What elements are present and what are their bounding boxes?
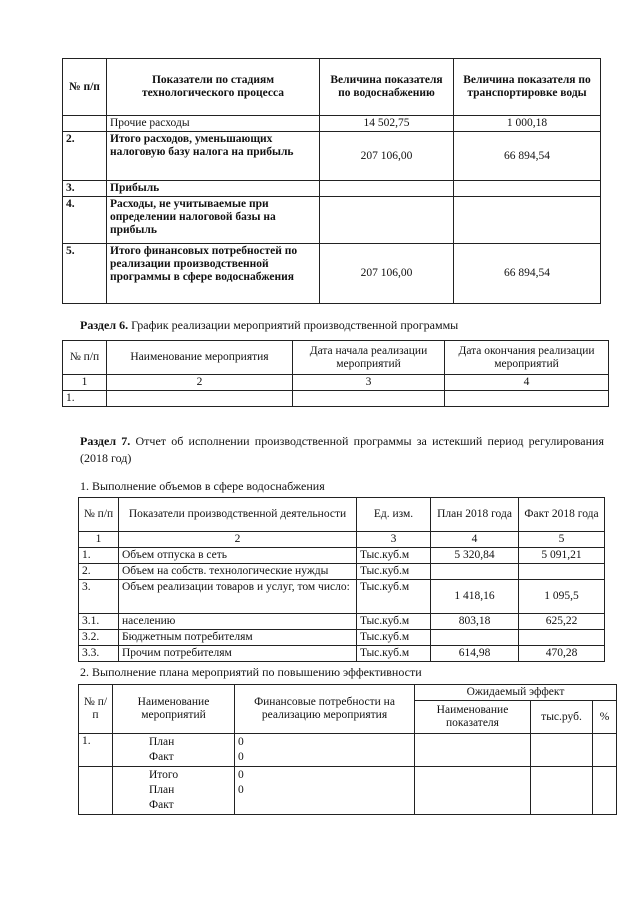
row-unit: Тыс.куб.м (357, 646, 431, 662)
subsection1-title: 1. Выполнение объемов в сфере водоснабжения (80, 479, 325, 493)
value-fact: 0 (238, 751, 244, 763)
row-num: 3.3. (79, 646, 119, 662)
row-fact: 5 091,21 (519, 548, 605, 564)
table-row (79, 630, 605, 646)
row-effect-name (415, 767, 531, 815)
row-values (235, 734, 415, 767)
value-plan: 0 (238, 736, 244, 748)
index-cell: 1 (79, 532, 119, 548)
row-num: 2. (63, 132, 107, 181)
row-start (293, 391, 445, 407)
row-unit: Тыс.куб.м (357, 548, 431, 564)
row-name (107, 391, 293, 407)
row-values (235, 767, 415, 815)
row-label: Итого финансовых потребностей по реализации производственной программы в сфере водоснабжения (107, 244, 320, 304)
row-label: Прочим потребителям (119, 646, 357, 662)
row-unit: Тыс.куб.м (357, 630, 431, 646)
table-row (79, 548, 605, 564)
row-fact: 470,28 (519, 646, 605, 662)
section7-prefix: Раздел 7. (80, 434, 131, 448)
row-label: Бюджетным потребителям (119, 630, 357, 646)
label-total: Итого (149, 769, 179, 781)
row-fact: 1 095,5 (519, 580, 605, 614)
table-row (63, 132, 601, 181)
row-plan: 5 320,84 (431, 548, 519, 564)
row-fact: 625,22 (519, 614, 605, 630)
index-cell: 4 (431, 532, 519, 548)
row-unit: Тыс.куб.м (357, 580, 431, 614)
section7-heading (80, 433, 604, 467)
header-pct: % (593, 701, 617, 734)
value-total: 0 (238, 769, 244, 781)
table-row (79, 614, 605, 630)
row-fact (519, 630, 605, 646)
row-transport: 66 894,54 (454, 244, 601, 304)
value-plan: 0 (238, 784, 244, 796)
schedule-header (63, 341, 609, 375)
row-end (445, 391, 609, 407)
row-water: 207 106,00 (320, 244, 454, 304)
schedule-table (62, 340, 609, 407)
row-label: Объем на собств. технологические нужды (119, 564, 357, 580)
index-cell: 5 (519, 532, 605, 548)
index-cell: 3 (357, 532, 431, 548)
index-row (63, 375, 609, 391)
index-cell: 2 (107, 375, 293, 391)
row-label: Прибыль (107, 181, 320, 197)
table-row (79, 564, 605, 580)
section7-title: Отчет об исполнении производственной программы за истекший период регулирования (2018 год) (80, 434, 604, 465)
cost-table (62, 58, 601, 304)
row-num: 3.1. (79, 614, 119, 630)
table-row (63, 181, 601, 197)
header-start: Дата начала реализации мероприятий (293, 341, 445, 375)
table-row (79, 734, 617, 767)
row-plan: 1 418,16 (431, 580, 519, 614)
table-row (63, 391, 609, 407)
header-num: № п/п (63, 341, 107, 375)
table-row (63, 197, 601, 244)
row-label: Объем отпуска в сеть (119, 548, 357, 564)
index-row (79, 532, 605, 548)
row-num: 2. (79, 564, 119, 580)
header-name: Наименование мероприятия (107, 341, 293, 375)
header-fact: Факт 2018 года (519, 498, 605, 532)
section6-heading (80, 318, 600, 332)
label-fact: Факт (149, 799, 174, 811)
row-plan (431, 630, 519, 646)
row-num: 1. (79, 548, 119, 564)
row-transport: 1 000,18 (454, 116, 601, 132)
header-rub: тыс.руб. (531, 701, 593, 734)
row-label: Итого расходов, уменьшающих налоговую базу налога на прибыль (107, 132, 320, 181)
label-fact: Факт (149, 751, 174, 763)
row-num (79, 767, 113, 815)
efficiency-header-top (79, 685, 617, 701)
row-pct (593, 767, 617, 815)
row-fact (519, 564, 605, 580)
row-label: Расходы, не учитываемые при определении налоговой базы на прибыль (107, 197, 320, 244)
index-cell: 1 (63, 375, 107, 391)
table-row (79, 580, 605, 614)
row-water: 207 106,00 (320, 132, 454, 181)
table-row (63, 244, 601, 304)
efficiency-table (78, 684, 617, 815)
header-indicator: Показатели по стадиям технологического процесса (107, 59, 320, 116)
row-num: 4. (63, 197, 107, 244)
row-labels (113, 767, 235, 815)
index-cell: 3 (293, 375, 445, 391)
row-labels (113, 734, 235, 767)
row-unit: Тыс.куб.м (357, 564, 431, 580)
row-pct (593, 734, 617, 767)
volumes-table (78, 497, 605, 662)
row-num: 1. (63, 391, 107, 407)
header-num: № п/п (79, 685, 113, 734)
header-unit: Ед. изм. (357, 498, 431, 532)
header-transport: Величина показателя по транспортировке воды (454, 59, 601, 116)
row-num (63, 116, 107, 132)
row-water (320, 197, 454, 244)
index-cell: 2 (119, 532, 357, 548)
volumes-header (79, 498, 605, 532)
row-plan: 614,98 (431, 646, 519, 662)
row-rub (531, 734, 593, 767)
header-effect-name: Наименование показателя (415, 701, 531, 734)
table-row (79, 646, 605, 662)
row-transport (454, 181, 601, 197)
label-plan: План (149, 736, 175, 748)
row-transport (454, 197, 601, 244)
header-num: № п/п (79, 498, 119, 532)
row-effect-name (415, 734, 531, 767)
header-name: Наименование мероприятий (113, 685, 235, 734)
header-water: Величина показателя по водоснабжению (320, 59, 454, 116)
row-label: Объем реализации товаров и услуг, том число: (119, 580, 357, 614)
row-water (320, 181, 454, 197)
row-num: 3. (79, 580, 119, 614)
header-indicator: Показатели производственной деятельности (119, 498, 357, 532)
row-label: населению (119, 614, 357, 630)
table-row (79, 767, 617, 815)
header-num: № п/п (63, 59, 107, 116)
row-num: 3.2. (79, 630, 119, 646)
label-plan: План (149, 784, 175, 796)
row-label: Прочие расходы (107, 116, 320, 132)
header-finance: Финансовые потребности на реализацию мероприятия (235, 685, 415, 734)
row-rub (531, 767, 593, 815)
row-plan (431, 564, 519, 580)
header-effect: Ожидаемый эффект (415, 685, 617, 701)
header-plan: План 2018 года (431, 498, 519, 532)
index-cell: 4 (445, 375, 609, 391)
subsection2-title: 2. Выполнение плана мероприятий по повышению эффективности (80, 665, 422, 679)
section6-title: График реализации мероприятий производственной программы (131, 318, 459, 332)
section6-prefix: Раздел 6. (80, 318, 129, 332)
cost-table-header (63, 59, 601, 116)
row-plan: 803,18 (431, 614, 519, 630)
row-num: 5. (63, 244, 107, 304)
row-transport: 66 894,54 (454, 132, 601, 181)
table-row (63, 116, 601, 132)
row-num: 1. (79, 734, 113, 767)
header-end: Дата окончания реализации мероприятий (445, 341, 609, 375)
row-num: 3. (63, 181, 107, 197)
row-unit: Тыс.куб.м (357, 614, 431, 630)
row-water: 14 502,75 (320, 116, 454, 132)
